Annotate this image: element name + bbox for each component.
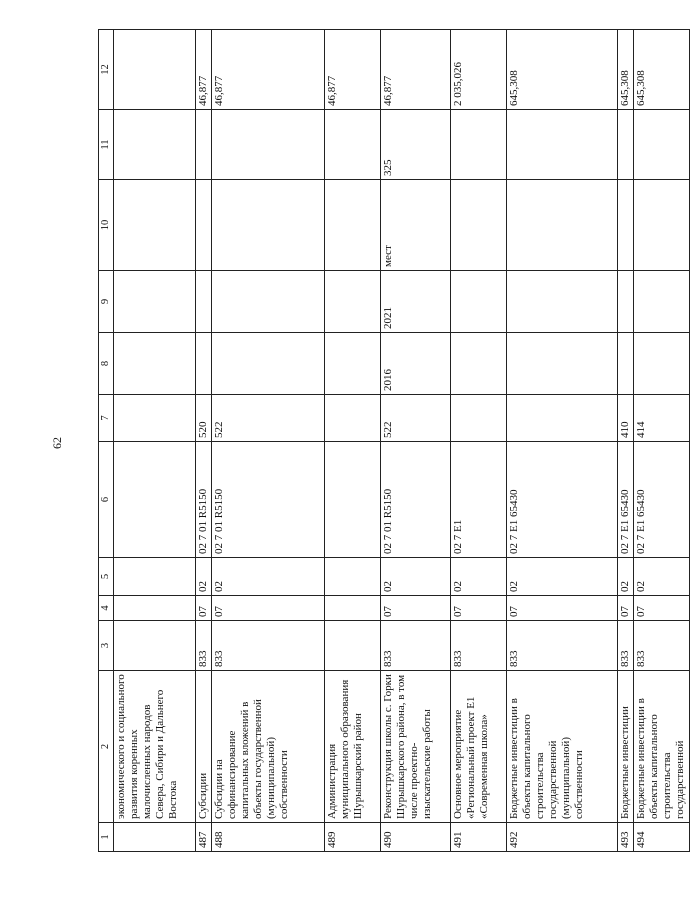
cell-description: Бюджетные инвестиции в объекты капитального строительства государственной <box>634 671 690 823</box>
cell-capacity-unit <box>451 180 507 271</box>
cell-capacity-unit: мест <box>381 180 451 271</box>
cell-description: Администрация муниципального образования Шурышкарский район <box>325 671 381 823</box>
table-row <box>381 30 451 852</box>
cell-section-code: 07 <box>507 596 618 621</box>
cell-amount: 46,877 <box>212 30 325 110</box>
cell-capacity-value <box>507 110 618 180</box>
cell-capacity-unit <box>634 180 690 271</box>
cell-description: Основное мероприятие «Региональный проект E1 «Современная школа» <box>451 671 507 823</box>
cell-capacity-value <box>196 110 212 180</box>
cell-ministry-code: 833 <box>196 621 212 671</box>
budget-table <box>98 29 690 852</box>
col-header-8: 8 <box>99 333 114 395</box>
cell-end-year <box>618 271 634 333</box>
cell-description: Реконструкция школы с. Горки Шурышкарского района, в том числе проектно-изыскательские работы <box>381 671 451 823</box>
cell-capacity-unit <box>325 180 381 271</box>
cell-capacity-value <box>618 110 634 180</box>
cell-row-number: 489 <box>325 823 381 852</box>
col-header-7: 7 <box>99 395 114 442</box>
table-body <box>114 30 690 852</box>
cell-ministry-code <box>114 621 196 671</box>
cell-amount: 46,877 <box>196 30 212 110</box>
cell-row-number: 493 <box>618 823 634 852</box>
cell-description: Субсидии на софинансирование капитальных вложений в объекты государственной (муниципальной) собственности <box>212 671 325 823</box>
cell-ministry-code: 833 <box>618 621 634 671</box>
header-row <box>99 30 114 852</box>
col-header-6: 6 <box>99 442 114 558</box>
cell-end-year <box>212 271 325 333</box>
cell-section-code: 07 <box>618 596 634 621</box>
cell-amount: 645,308 <box>618 30 634 110</box>
cell-capacity-unit <box>212 180 325 271</box>
cell-capacity-value <box>325 110 381 180</box>
cell-start-year <box>618 333 634 395</box>
table-row <box>618 30 634 852</box>
cell-capacity-unit <box>618 180 634 271</box>
cell-row-number: 492 <box>507 823 618 852</box>
cell-amount: 645,308 <box>634 30 690 110</box>
cell-end-year <box>634 271 690 333</box>
cell-ministry-code: 833 <box>507 621 618 671</box>
cell-subsection-code: 02 <box>507 558 618 596</box>
cell-capacity-unit <box>507 180 618 271</box>
cell-expense-type-code: 414 <box>634 395 690 442</box>
cell-amount: 2 035,026 <box>451 30 507 110</box>
cell-start-year <box>212 333 325 395</box>
cell-start-year <box>634 333 690 395</box>
cell-amount <box>114 30 196 110</box>
cell-amount: 46,877 <box>325 30 381 110</box>
col-header-2: 2 <box>99 671 114 823</box>
cell-end-year <box>507 271 618 333</box>
cell-expense-type-code: 410 <box>618 395 634 442</box>
cell-end-year <box>451 271 507 333</box>
table-row <box>325 30 381 852</box>
table-row <box>451 30 507 852</box>
cell-expense-type-code <box>325 395 381 442</box>
cell-target-article-code: 02 7 E1 65430 <box>507 442 618 558</box>
cell-subsection-code: 02 <box>381 558 451 596</box>
cell-section-code: 07 <box>451 596 507 621</box>
cell-start-year: 2016 <box>381 333 451 395</box>
table-row <box>507 30 618 852</box>
cell-description: Бюджетные инвестиции <box>618 671 634 823</box>
cell-description: Субсидии <box>196 671 212 823</box>
cell-row-number: 488 <box>212 823 325 852</box>
cell-row-number <box>114 823 196 852</box>
cell-section-code <box>325 596 381 621</box>
page-number: 62 <box>50 437 64 449</box>
cell-end-year <box>325 271 381 333</box>
cell-section-code: 07 <box>212 596 325 621</box>
cell-target-article-code: 02 7 01 R5150 <box>381 442 451 558</box>
table-row <box>212 30 325 852</box>
col-header-12: 12 <box>99 30 114 110</box>
col-header-5: 5 <box>99 558 114 596</box>
cell-description: Бюджетные инвестиции в объекты капитального строительства государственной (муниципальной) собственности <box>507 671 618 823</box>
cell-ministry-code: 833 <box>451 621 507 671</box>
cell-row-number: 487 <box>196 823 212 852</box>
cell-capacity-unit <box>196 180 212 271</box>
cell-subsection-code: 02 <box>212 558 325 596</box>
col-header-3: 3 <box>99 621 114 671</box>
cell-subsection-code: 02 <box>196 558 212 596</box>
cell-row-number: 490 <box>381 823 451 852</box>
cell-capacity-unit <box>114 180 196 271</box>
cell-subsection-code: 02 <box>634 558 690 596</box>
cell-start-year <box>325 333 381 395</box>
table-row <box>114 30 196 852</box>
cell-start-year <box>114 333 196 395</box>
cell-start-year <box>507 333 618 395</box>
cell-row-number: 491 <box>451 823 507 852</box>
cell-end-year <box>114 271 196 333</box>
cell-section-code: 07 <box>381 596 451 621</box>
cell-ministry-code: 833 <box>634 621 690 671</box>
cell-expense-type-code <box>507 395 618 442</box>
cell-capacity-value <box>212 110 325 180</box>
table-row <box>634 30 690 852</box>
table-container <box>98 30 686 852</box>
cell-description: экономического и социального развития коренных малочисленных народов Севера, Сибири и Дальнего Востока <box>114 671 196 823</box>
col-header-4: 4 <box>99 596 114 621</box>
cell-subsection-code: 02 <box>618 558 634 596</box>
col-header-9: 9 <box>99 271 114 333</box>
col-header-11: 11 <box>99 110 114 180</box>
cell-end-year: 2021 <box>381 271 451 333</box>
cell-capacity-value <box>451 110 507 180</box>
cell-subsection-code <box>114 558 196 596</box>
cell-target-article-code: 02 7 01 R5150 <box>196 442 212 558</box>
cell-subsection-code: 02 <box>451 558 507 596</box>
cell-capacity-value <box>114 110 196 180</box>
cell-target-article-code: 02 7 E1 65430 <box>634 442 690 558</box>
cell-ministry-code <box>325 621 381 671</box>
cell-target-article-code: 02 7 E1 <box>451 442 507 558</box>
cell-target-article-code <box>325 442 381 558</box>
cell-capacity-value <box>634 110 690 180</box>
cell-amount: 46,877 <box>381 30 451 110</box>
cell-amount: 645,308 <box>507 30 618 110</box>
col-header-10: 10 <box>99 180 114 271</box>
cell-start-year <box>196 333 212 395</box>
cell-subsection-code <box>325 558 381 596</box>
cell-capacity-value: 325 <box>381 110 451 180</box>
cell-section-code: 07 <box>634 596 690 621</box>
cell-expense-type-code: 520 <box>196 395 212 442</box>
col-header-1: 1 <box>99 823 114 852</box>
cell-ministry-code: 833 <box>381 621 451 671</box>
cell-section-code: 07 <box>196 596 212 621</box>
table-row <box>196 30 212 852</box>
cell-expense-type-code: 522 <box>381 395 451 442</box>
cell-target-article-code: 02 7 01 R5150 <box>212 442 325 558</box>
cell-start-year <box>451 333 507 395</box>
cell-expense-type-code <box>114 395 196 442</box>
cell-expense-type-code <box>451 395 507 442</box>
cell-target-article-code: 02 7 E1 65430 <box>618 442 634 558</box>
cell-ministry-code: 833 <box>212 621 325 671</box>
cell-target-article-code <box>114 442 196 558</box>
cell-row-number: 494 <box>634 823 690 852</box>
cell-end-year <box>196 271 212 333</box>
cell-section-code <box>114 596 196 621</box>
cell-expense-type-code: 522 <box>212 395 325 442</box>
